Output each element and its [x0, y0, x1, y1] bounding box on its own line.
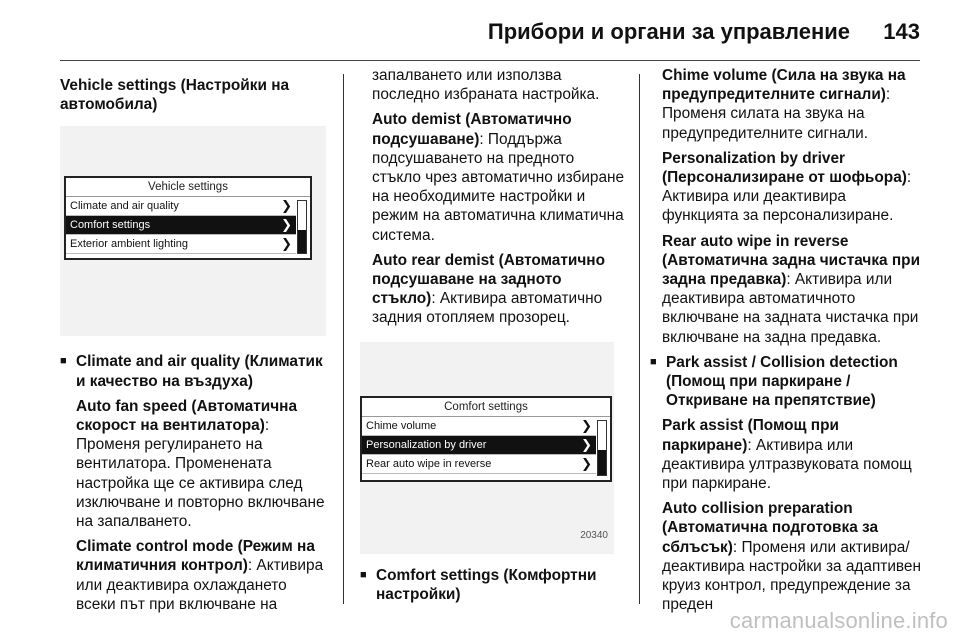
menu-item-chime-volume[interactable] — [362, 417, 596, 436]
comfort-settings-screen — [360, 342, 614, 554]
bullet-square-icon: ■ — [60, 355, 67, 368]
bullet-square-icon: ■ — [360, 568, 367, 581]
menu-item-label: Chime volume — [366, 419, 437, 432]
paragraph: Auto rear demist (Автоматично подсушаване на задното стъкло): Активира автоматично задния отопляем прозорец. — [372, 251, 605, 327]
bullet-title: Park assist / Collision detection (Помощ при паркиране / Откриване на препятствие) — [666, 353, 898, 410]
menu-item-label: Climate and air quality — [70, 200, 179, 213]
menu-item-comfort[interactable] — [66, 216, 296, 235]
menu-item-personalization[interactable] — [362, 436, 596, 455]
scrollbar-thumb — [298, 230, 306, 253]
bullet-park-assist — [650, 353, 924, 411]
bullet-title: Climate and air quality (Климатик и качество на въздуха) — [76, 353, 323, 390]
section-title: Vehicle settings (Настройки на автомобила) — [60, 77, 290, 114]
paragraph: Chime volume (Сила на звука на предупредителните сигнали): Променя силата на звука на предупредителните сигнали. — [662, 67, 906, 142]
screen-title: Comfort settings — [362, 398, 610, 417]
chevron-right-icon: ❯ — [581, 417, 592, 433]
page-number: 143 — [883, 19, 920, 44]
screen-title: Vehicle settings — [66, 178, 310, 197]
column-3 — [650, 66, 924, 614]
display-frame — [360, 396, 612, 482]
display-frame — [64, 176, 312, 260]
climate-details — [60, 391, 326, 614]
bullet-comfort — [360, 566, 626, 604]
bullet-title: Comfort settings (Комфортни настройки) — [376, 566, 597, 603]
image-number: 20340 — [580, 530, 608, 542]
menu-item-label: Comfort settings — [70, 219, 151, 232]
column-divider-1 — [343, 74, 344, 604]
watermark: carmanualsonline.info — [729, 608, 948, 633]
paragraph: Rear auto wipe in reverse (Автоматична задна чистачка при задна предавка): Активира или деактивира автоматичното включване на задната чистачка при включване на задна предавка. — [662, 232, 921, 346]
paragraph: запалването или използва последно избраната настройка. — [372, 67, 600, 104]
menu-item-label: Personalization by driver — [366, 438, 487, 451]
menu-item-rear-wipe[interactable] — [362, 455, 596, 474]
paragraph: Auto fan speed (Автоматична скорост на вентилатора): Променя регулирането на вентилатора. Променената настройка ще се активира след изключване и повторно включване на запалването. — [76, 397, 325, 531]
page-header — [0, 0, 960, 56]
bullet-square-icon: ■ — [650, 355, 657, 368]
menu-item-label: Rear auto wipe in reverse — [366, 457, 492, 470]
paragraph: Climate control mode (Режим на климатичния контрол): Активира или деактивира охлаждането всеки път при включване на — [76, 538, 324, 613]
paragraph: Park assist (Помощ при паркиране): Активира или деактивира ултразвуковата помощ при паркиране. — [662, 417, 912, 493]
column-divider-2 — [639, 74, 640, 604]
vehicle-settings-screen — [60, 126, 326, 336]
menu-item-exterior-lighting[interactable] — [66, 235, 296, 254]
page-title: Прибори и органи за управление — [487, 19, 850, 44]
header-rule — [60, 60, 920, 61]
menu-item-climate[interactable] — [66, 197, 296, 216]
menu-item-label: Exterior ambient lighting — [70, 238, 189, 251]
chevron-right-icon: ❯ — [281, 236, 292, 252]
column-1 — [60, 76, 326, 614]
paragraph: Auto collision preparation (Автоматична подготовка за сблъсък): Променя или активира/ деактивира настройки за адаптивен круиз контрол, предупреждение за преден — [662, 500, 921, 614]
column-2 — [360, 66, 626, 604]
scrollbar — [597, 420, 607, 476]
chevron-right-icon: ❯ — [581, 455, 592, 471]
paragraph: Personalization by driver (Персонализиране от шофьора): Активира или деактивира функцията за персонализиране. — [662, 149, 912, 225]
scrollbar-thumb — [598, 450, 606, 474]
chevron-right-icon: ❯ — [281, 198, 292, 214]
scrollbar — [297, 200, 307, 254]
bullet-climate — [60, 352, 326, 390]
chevron-right-icon: ❯ — [281, 217, 292, 233]
chevron-right-icon: ❯ — [581, 436, 592, 452]
paragraph: Auto demist (Автоматично подсушаване): Поддържа подсушаването на предното стъкло чрез автоматично избиране на необходимите настройки и режим на автоматична климатична система. — [372, 111, 625, 244]
